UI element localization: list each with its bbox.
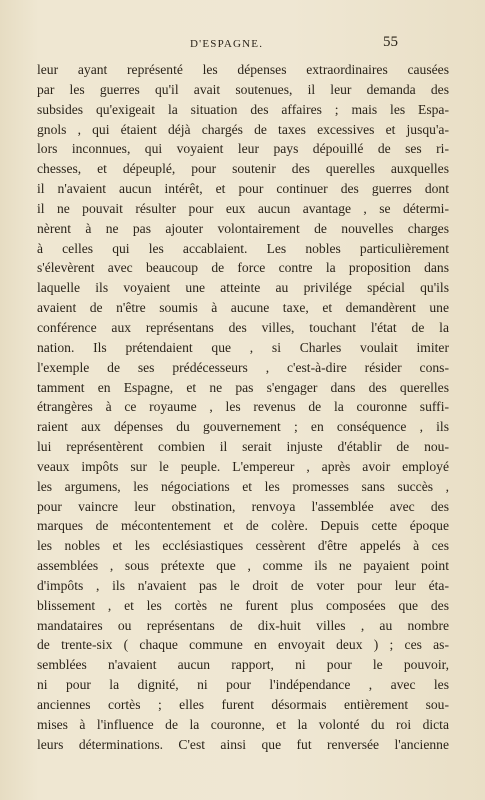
text-line: semblées n'avaient aucun rapport, ni pour le pouvoir, bbox=[37, 657, 449, 673]
text-line: veaux impôts sur le peuple. L'empereur , après avoir employé bbox=[37, 458, 449, 474]
text-line: il n'avaient aucun intérêt, et pour continuer des guerres dont bbox=[37, 181, 449, 197]
text-line: à celles qui les accablaient. Les nobles particulièrement bbox=[37, 240, 449, 256]
text-line: laquelle ils voyaient une atteinte au privilége spécial qu'ils bbox=[37, 280, 449, 296]
text-line: mandataires ou représentans de dix-huit villes , au nombre bbox=[37, 617, 449, 633]
text-line: nation. Ils prétendaient que , si Charles voulait imiter bbox=[37, 339, 449, 355]
text-line: il ne pouvait résulter pour eux aucun avantage , se détermi- bbox=[37, 200, 449, 216]
text-line: raient aux dépenses du gouvernement ; en conséquence , ils bbox=[37, 419, 449, 435]
text-line: anciennes cortès ; elles furent désormais entièrement sou- bbox=[37, 697, 449, 712]
page-number: 55 bbox=[383, 34, 398, 50]
text-line: tamment en Espagne, et ne pas s'engager dans des querelles bbox=[37, 379, 449, 395]
text-line: gnols , qui étaient déjà chargés de taxes excessives et jusqu'a- bbox=[37, 121, 449, 137]
text-line: s'élevèrent avec beaucoup de force contre la proposition dans bbox=[37, 260, 449, 276]
text-line: par les guerres qu'il avait soutenues, il leur demanda des bbox=[37, 81, 449, 97]
text-line: chesses, et dépeuplé, pour soutenir des querelles auxquelles bbox=[37, 161, 449, 177]
body-text bbox=[37, 60, 449, 755]
text-line: nèrent à ne pas ajouter volontairement de nouvelles charges bbox=[37, 220, 449, 236]
text-line: assemblées , sous prétexte que , comme ils ne payaient point bbox=[37, 558, 449, 574]
text-line: blissement , et les cortès ne furent plus composées que des bbox=[37, 597, 449, 613]
text-line: conférence aux représentans des villes, touchant l'état de la bbox=[37, 319, 449, 335]
text-line: subsides qu'exigeait la situation des affaires ; mais les Espa- bbox=[37, 101, 449, 117]
text-line: marques de mécontentement et de colère. Depuis cette époque bbox=[37, 518, 449, 534]
text-line: lui représentèrent combien il serait injuste d'établir de nou- bbox=[37, 439, 449, 455]
running-head bbox=[0, 34, 485, 54]
text-line: lors inconnues, qui voyaient leur pays dépouillé de ses ri- bbox=[37, 141, 449, 157]
text-line: l'exemple de ses prédécesseurs , c'est-à-dire résider cons- bbox=[37, 359, 449, 375]
text-line: leur ayant représenté les dépenses extraordinaires causées bbox=[37, 62, 449, 77]
text-line: d'impôts , ils n'avaient pas le droit de voter pour leur éta- bbox=[37, 577, 449, 593]
text-line: mises à l'influence de la couronne, et la volonté du roi dicta bbox=[37, 716, 449, 732]
text-line: avaient de n'être soumis à aucune taxe, et demandèrent une bbox=[37, 300, 449, 316]
text-line: de trente-six ( chaque commune en envoyait deux ) ; ces as- bbox=[37, 637, 449, 653]
text-line: ni pour la dignité, ni pour l'indépendance , avec les bbox=[37, 677, 449, 693]
running-head-title: D'ESPAGNE. bbox=[190, 38, 264, 50]
text-line: étrangères à ce royaume , les revenus de la couronne suffi- bbox=[37, 399, 449, 415]
text-line: les argumens, les négociations et les promesses sans succès , bbox=[37, 478, 449, 494]
text-line: leurs déterminations. C'est ainsi que fut renversée l'ancienne bbox=[37, 736, 449, 752]
text-line: pour vaincre leur obstination, renvoya l'assemblée avec des bbox=[37, 498, 449, 514]
text-line: les nobles et les ecclésiastiques cessèrent d'être appelés à ces bbox=[37, 538, 449, 554]
